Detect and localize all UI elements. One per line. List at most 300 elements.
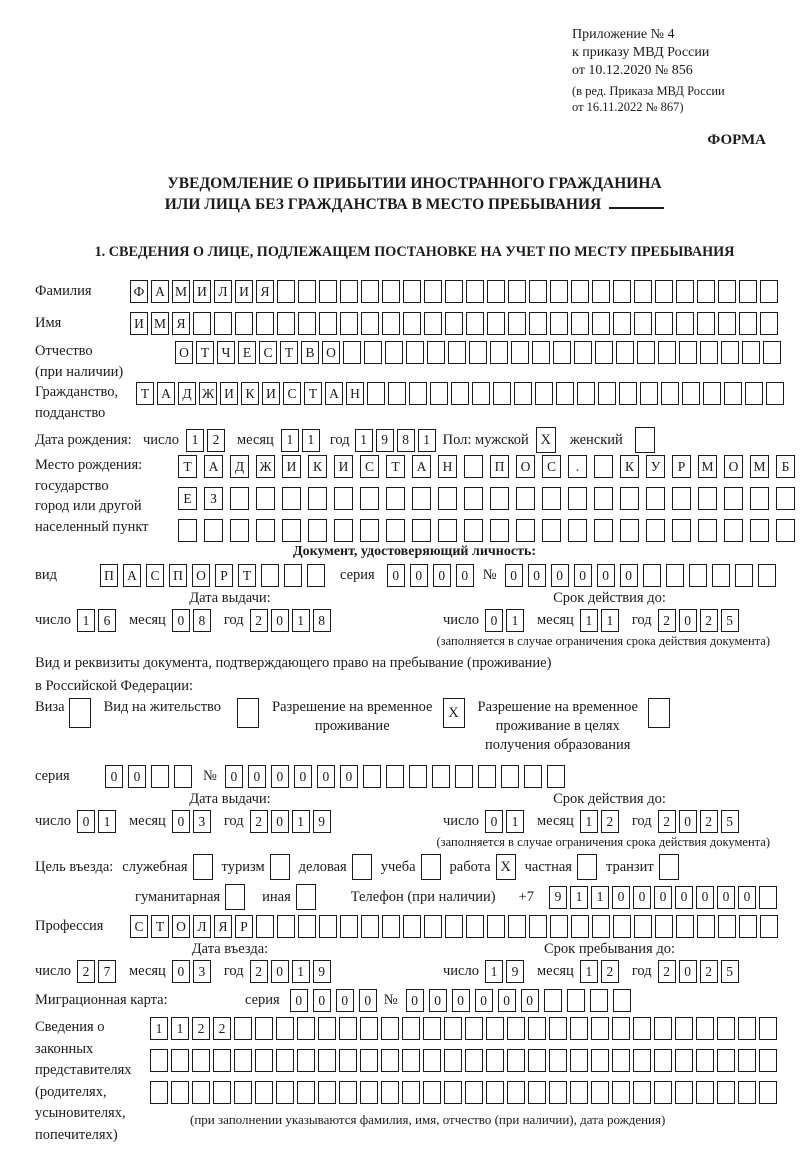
char-box[interactable]	[675, 1081, 693, 1104]
char-box[interactable]	[334, 519, 353, 542]
char-box[interactable]: 0	[336, 989, 354, 1012]
char-box[interactable]	[658, 341, 676, 364]
char-box[interactable]	[676, 280, 694, 303]
char-box[interactable]	[592, 312, 610, 335]
char-box[interactable]	[759, 1049, 777, 1072]
char-box[interactable]: Е	[238, 341, 256, 364]
char-box[interactable]	[361, 915, 379, 938]
char-box[interactable]	[360, 1017, 378, 1040]
char-box[interactable]	[193, 312, 211, 335]
char-box[interactable]	[675, 1017, 693, 1040]
char-box[interactable]	[524, 765, 542, 788]
char-box[interactable]	[444, 1049, 462, 1072]
char-box[interactable]	[256, 915, 274, 938]
char-box[interactable]: С	[130, 915, 148, 938]
char-box[interactable]: О	[322, 341, 340, 364]
char-box[interactable]: 0	[612, 886, 630, 909]
char-box[interactable]: Я	[172, 312, 190, 335]
char-box[interactable]: 2	[700, 609, 718, 632]
char-box[interactable]: Т	[151, 915, 169, 938]
char-box[interactable]	[255, 1049, 273, 1072]
char-box[interactable]	[550, 915, 568, 938]
char-box[interactable]	[742, 341, 760, 364]
char-box[interactable]	[574, 341, 592, 364]
char-box[interactable]	[697, 280, 715, 303]
char-box[interactable]	[171, 1081, 189, 1104]
char-box[interactable]	[412, 487, 431, 510]
char-box[interactable]	[297, 1049, 315, 1072]
char-box[interactable]: 0	[271, 810, 289, 833]
char-box[interactable]	[340, 312, 358, 335]
char-box[interactable]: Т	[238, 564, 256, 587]
char-box[interactable]: П	[100, 564, 118, 587]
char-box[interactable]	[689, 564, 707, 587]
char-box[interactable]	[402, 1081, 420, 1104]
char-box[interactable]: 2	[77, 960, 95, 983]
char-box[interactable]	[255, 1081, 273, 1104]
char-box[interactable]	[282, 519, 301, 542]
char-box[interactable]	[382, 312, 400, 335]
char-box[interactable]: 1	[601, 609, 619, 632]
char-box[interactable]: 1	[580, 960, 598, 983]
char-box[interactable]: С	[146, 564, 164, 587]
char-box[interactable]	[490, 487, 509, 510]
char-box[interactable]: 0	[485, 810, 503, 833]
char-box[interactable]	[340, 280, 358, 303]
char-box[interactable]: 2	[207, 429, 225, 452]
char-box[interactable]	[403, 280, 421, 303]
char-box[interactable]	[553, 341, 571, 364]
char-box[interactable]	[385, 341, 403, 364]
char-box[interactable]	[759, 1017, 777, 1040]
education-permit-checkbox[interactable]	[648, 698, 670, 728]
char-box[interactable]: 0	[675, 886, 693, 909]
char-box[interactable]: 6	[98, 609, 116, 632]
char-box[interactable]	[277, 280, 295, 303]
char-box[interactable]: 2	[700, 810, 718, 833]
char-box[interactable]	[319, 915, 337, 938]
char-box[interactable]	[738, 1081, 756, 1104]
char-box[interactable]	[276, 1017, 294, 1040]
char-box[interactable]	[343, 341, 361, 364]
char-box[interactable]	[633, 1017, 651, 1040]
char-box[interactable]: Я	[256, 280, 274, 303]
char-box[interactable]: Л	[193, 915, 211, 938]
char-box[interactable]	[717, 1017, 735, 1040]
char-box[interactable]	[466, 915, 484, 938]
char-box[interactable]	[386, 487, 405, 510]
char-box[interactable]	[213, 1081, 231, 1104]
char-box[interactable]: 0	[597, 564, 615, 587]
char-box[interactable]: 0	[738, 886, 756, 909]
char-box[interactable]	[542, 519, 561, 542]
char-box[interactable]	[487, 312, 505, 335]
char-box[interactable]	[490, 341, 508, 364]
char-box[interactable]	[679, 341, 697, 364]
char-box[interactable]	[402, 1049, 420, 1072]
char-box[interactable]: 0	[290, 989, 308, 1012]
char-box[interactable]	[676, 915, 694, 938]
char-box[interactable]	[759, 886, 777, 909]
char-box[interactable]	[643, 564, 661, 587]
char-box[interactable]	[214, 312, 232, 335]
char-box[interactable]: 1	[77, 609, 95, 632]
char-box[interactable]	[745, 382, 763, 405]
char-box[interactable]: 2	[658, 609, 676, 632]
char-box[interactable]	[633, 1049, 651, 1072]
char-box[interactable]: 1	[418, 429, 436, 452]
char-box[interactable]: О	[192, 564, 210, 587]
char-box[interactable]	[276, 1049, 294, 1072]
char-box[interactable]: 1	[186, 429, 204, 452]
char-box[interactable]	[760, 915, 778, 938]
char-box[interactable]	[493, 382, 511, 405]
char-box[interactable]	[570, 1081, 588, 1104]
char-box[interactable]	[760, 312, 778, 335]
purpose-private-checkbox[interactable]	[577, 854, 597, 880]
char-box[interactable]	[297, 1017, 315, 1040]
char-box[interactable]	[423, 1017, 441, 1040]
char-box[interactable]	[528, 1017, 546, 1040]
char-box[interactable]	[696, 1049, 714, 1072]
char-box[interactable]: 2	[250, 810, 268, 833]
char-box[interactable]	[486, 1017, 504, 1040]
char-box[interactable]	[759, 1081, 777, 1104]
char-box[interactable]: 1	[150, 1017, 168, 1040]
char-box[interactable]: М	[172, 280, 190, 303]
char-box[interactable]: 1	[98, 810, 116, 833]
char-box[interactable]	[339, 1017, 357, 1040]
char-box[interactable]	[633, 1081, 651, 1104]
char-box[interactable]	[490, 519, 509, 542]
char-box[interactable]	[763, 341, 781, 364]
char-box[interactable]	[318, 1049, 336, 1072]
char-box[interactable]: 3	[193, 810, 211, 833]
char-box[interactable]: Ф	[130, 280, 148, 303]
char-box[interactable]: Р	[672, 455, 691, 478]
char-box[interactable]	[381, 1081, 399, 1104]
char-box[interactable]	[511, 341, 529, 364]
char-box[interactable]: 0	[172, 810, 190, 833]
residence-permit-checkbox[interactable]	[237, 698, 259, 728]
char-box[interactable]: А	[151, 280, 169, 303]
char-box[interactable]: С	[542, 455, 561, 478]
char-box[interactable]: 1	[355, 429, 373, 452]
char-box[interactable]	[363, 765, 381, 788]
char-box[interactable]: Т	[386, 455, 405, 478]
char-box[interactable]: И	[262, 382, 280, 405]
char-box[interactable]	[528, 1081, 546, 1104]
char-box[interactable]: 0	[172, 960, 190, 983]
char-box[interactable]: 0	[340, 765, 358, 788]
char-box[interactable]: Т	[304, 382, 322, 405]
char-box[interactable]: 5	[721, 609, 739, 632]
char-box[interactable]	[698, 487, 717, 510]
char-box[interactable]: У	[646, 455, 665, 478]
char-box[interactable]	[739, 312, 757, 335]
char-box[interactable]: А	[157, 382, 175, 405]
char-box[interactable]	[735, 564, 753, 587]
char-box[interactable]	[386, 765, 404, 788]
char-box[interactable]: 8	[397, 429, 415, 452]
char-box[interactable]	[261, 564, 279, 587]
char-box[interactable]	[319, 312, 337, 335]
char-box[interactable]	[637, 341, 655, 364]
char-box[interactable]	[255, 1017, 273, 1040]
char-box[interactable]	[501, 765, 519, 788]
char-box[interactable]	[613, 280, 631, 303]
char-box[interactable]	[367, 382, 385, 405]
char-box[interactable]	[478, 765, 496, 788]
gender-male-checkbox[interactable]: X	[536, 427, 556, 453]
char-box[interactable]: 8	[193, 609, 211, 632]
char-box[interactable]	[612, 1081, 630, 1104]
char-box[interactable]	[487, 915, 505, 938]
char-box[interactable]	[697, 915, 715, 938]
char-box[interactable]: П	[490, 455, 509, 478]
char-box[interactable]	[360, 519, 379, 542]
char-box[interactable]	[682, 382, 700, 405]
char-box[interactable]	[230, 519, 249, 542]
char-box[interactable]: 1	[591, 886, 609, 909]
char-box[interactable]: А	[123, 564, 141, 587]
char-box[interactable]	[445, 280, 463, 303]
char-box[interactable]	[646, 519, 665, 542]
char-box[interactable]	[717, 1049, 735, 1072]
char-box[interactable]	[577, 382, 595, 405]
char-box[interactable]	[654, 1081, 672, 1104]
char-box[interactable]: 2	[601, 810, 619, 833]
char-box[interactable]: 0	[410, 564, 428, 587]
purpose-commercial-checkbox[interactable]	[352, 854, 372, 880]
char-box[interactable]: С	[283, 382, 301, 405]
char-box[interactable]: Л	[214, 280, 232, 303]
char-box[interactable]: 0	[574, 564, 592, 587]
char-box[interactable]	[277, 312, 295, 335]
char-box[interactable]: Ж	[256, 455, 275, 478]
char-box[interactable]: 0	[633, 886, 651, 909]
char-box[interactable]: 0	[77, 810, 95, 833]
char-box[interactable]	[654, 1049, 672, 1072]
char-box[interactable]	[571, 915, 589, 938]
char-box[interactable]	[514, 382, 532, 405]
char-box[interactable]	[445, 915, 463, 938]
char-box[interactable]: 1	[506, 810, 524, 833]
char-box[interactable]: О	[172, 915, 190, 938]
char-box[interactable]	[556, 382, 574, 405]
char-box[interactable]	[234, 1049, 252, 1072]
char-box[interactable]	[655, 915, 673, 938]
char-box[interactable]: 2	[658, 810, 676, 833]
char-box[interactable]: 5	[721, 810, 739, 833]
char-box[interactable]	[666, 564, 684, 587]
char-box[interactable]: 2	[213, 1017, 231, 1040]
char-box[interactable]	[550, 312, 568, 335]
char-box[interactable]	[234, 1017, 252, 1040]
char-box[interactable]	[508, 312, 526, 335]
char-box[interactable]	[516, 487, 535, 510]
char-box[interactable]: 0	[551, 564, 569, 587]
char-box[interactable]	[178, 519, 197, 542]
char-box[interactable]: 2	[658, 960, 676, 983]
char-box[interactable]	[721, 341, 739, 364]
char-box[interactable]: 1	[485, 960, 503, 983]
char-box[interactable]: 1	[506, 609, 524, 632]
char-box[interactable]	[698, 519, 717, 542]
purpose-business-checkbox[interactable]	[193, 854, 213, 880]
char-box[interactable]	[550, 280, 568, 303]
char-box[interactable]	[403, 312, 421, 335]
char-box[interactable]	[466, 280, 484, 303]
char-box[interactable]	[507, 1017, 525, 1040]
char-box[interactable]: Н	[438, 455, 457, 478]
char-box[interactable]: 0	[271, 609, 289, 632]
char-box[interactable]	[760, 280, 778, 303]
char-box[interactable]	[464, 487, 483, 510]
visa-checkbox[interactable]	[69, 698, 91, 728]
char-box[interactable]	[655, 280, 673, 303]
char-box[interactable]: 9	[313, 960, 331, 983]
char-box[interactable]: 0	[679, 810, 697, 833]
char-box[interactable]	[634, 280, 652, 303]
char-box[interactable]	[469, 341, 487, 364]
char-box[interactable]: Т	[280, 341, 298, 364]
char-box[interactable]	[276, 1081, 294, 1104]
char-box[interactable]	[616, 341, 634, 364]
char-box[interactable]	[696, 1017, 714, 1040]
char-box[interactable]	[297, 1081, 315, 1104]
char-box[interactable]	[591, 1081, 609, 1104]
char-box[interactable]	[613, 312, 631, 335]
char-box[interactable]	[448, 341, 466, 364]
char-box[interactable]: О	[516, 455, 535, 478]
char-box[interactable]: 1	[292, 609, 310, 632]
char-box[interactable]: 0	[505, 564, 523, 587]
char-box[interactable]	[535, 382, 553, 405]
char-box[interactable]	[776, 487, 795, 510]
char-box[interactable]	[758, 564, 776, 587]
char-box[interactable]: И	[334, 455, 353, 478]
char-box[interactable]	[430, 382, 448, 405]
char-box[interactable]	[750, 519, 769, 542]
char-box[interactable]	[403, 915, 421, 938]
gender-female-checkbox[interactable]	[635, 427, 655, 453]
char-box[interactable]	[361, 280, 379, 303]
char-box[interactable]	[171, 1049, 189, 1072]
char-box[interactable]	[738, 1017, 756, 1040]
char-box[interactable]	[590, 989, 608, 1012]
char-box[interactable]	[613, 915, 631, 938]
char-box[interactable]	[319, 280, 337, 303]
char-box[interactable]	[634, 915, 652, 938]
char-box[interactable]: В	[301, 341, 319, 364]
char-box[interactable]	[464, 519, 483, 542]
char-box[interactable]: Т	[178, 455, 197, 478]
char-box[interactable]: 0	[105, 765, 123, 788]
char-box[interactable]	[700, 341, 718, 364]
char-box[interactable]	[466, 312, 484, 335]
char-box[interactable]	[424, 280, 442, 303]
char-box[interactable]	[445, 312, 463, 335]
char-box[interactable]: 0	[271, 765, 289, 788]
char-box[interactable]	[594, 455, 613, 478]
char-box[interactable]: 0	[313, 989, 331, 1012]
char-box[interactable]	[568, 519, 587, 542]
char-box[interactable]: Д	[178, 382, 196, 405]
char-box[interactable]: 9	[376, 429, 394, 452]
char-box[interactable]	[432, 765, 450, 788]
char-box[interactable]	[486, 1049, 504, 1072]
char-box[interactable]	[204, 519, 223, 542]
char-box[interactable]	[718, 312, 736, 335]
char-box[interactable]	[339, 1049, 357, 1072]
char-box[interactable]	[381, 1049, 399, 1072]
char-box[interactable]	[318, 1081, 336, 1104]
char-box[interactable]	[717, 1081, 735, 1104]
char-box[interactable]	[339, 1081, 357, 1104]
char-box[interactable]	[766, 382, 784, 405]
char-box[interactable]	[360, 1081, 378, 1104]
char-box[interactable]	[444, 1017, 462, 1040]
char-box[interactable]: 2	[700, 960, 718, 983]
char-box[interactable]: Ч	[217, 341, 235, 364]
char-box[interactable]	[360, 1049, 378, 1072]
char-box[interactable]	[594, 487, 613, 510]
char-box[interactable]	[508, 915, 526, 938]
char-box[interactable]	[487, 280, 505, 303]
char-box[interactable]	[150, 1081, 168, 1104]
char-box[interactable]: 8	[313, 609, 331, 632]
char-box[interactable]	[235, 312, 253, 335]
char-box[interactable]	[654, 1017, 672, 1040]
char-box[interactable]	[334, 487, 353, 510]
char-box[interactable]	[423, 1081, 441, 1104]
char-box[interactable]: 0	[317, 765, 335, 788]
char-box[interactable]	[529, 280, 547, 303]
char-box[interactable]: Я	[214, 915, 232, 938]
temporary-permit-checkbox[interactable]: X	[443, 698, 465, 728]
char-box[interactable]	[739, 280, 757, 303]
char-box[interactable]: 0	[387, 564, 405, 587]
char-box[interactable]	[620, 487, 639, 510]
char-box[interactable]: Е	[178, 487, 197, 510]
char-box[interactable]	[591, 1017, 609, 1040]
char-box[interactable]: Н	[346, 382, 364, 405]
char-box[interactable]	[472, 382, 490, 405]
char-box[interactable]: О	[724, 455, 743, 478]
char-box[interactable]	[412, 519, 431, 542]
char-box[interactable]	[318, 1017, 336, 1040]
char-box[interactable]	[595, 341, 613, 364]
char-box[interactable]	[696, 1081, 714, 1104]
char-box[interactable]	[640, 382, 658, 405]
char-box[interactable]	[591, 1049, 609, 1072]
char-box[interactable]: С	[360, 455, 379, 478]
char-box[interactable]: 0	[359, 989, 377, 1012]
char-box[interactable]	[150, 1049, 168, 1072]
char-box[interactable]	[598, 382, 616, 405]
char-box[interactable]	[308, 487, 327, 510]
char-box[interactable]: И	[220, 382, 238, 405]
char-box[interactable]: И	[282, 455, 301, 478]
char-box[interactable]	[465, 1081, 483, 1104]
char-box[interactable]: М	[151, 312, 169, 335]
char-box[interactable]	[465, 1017, 483, 1040]
purpose-tourism-checkbox[interactable]	[270, 854, 290, 880]
char-box[interactable]	[738, 1049, 756, 1072]
char-box[interactable]: 3	[193, 960, 211, 983]
char-box[interactable]: М	[750, 455, 769, 478]
